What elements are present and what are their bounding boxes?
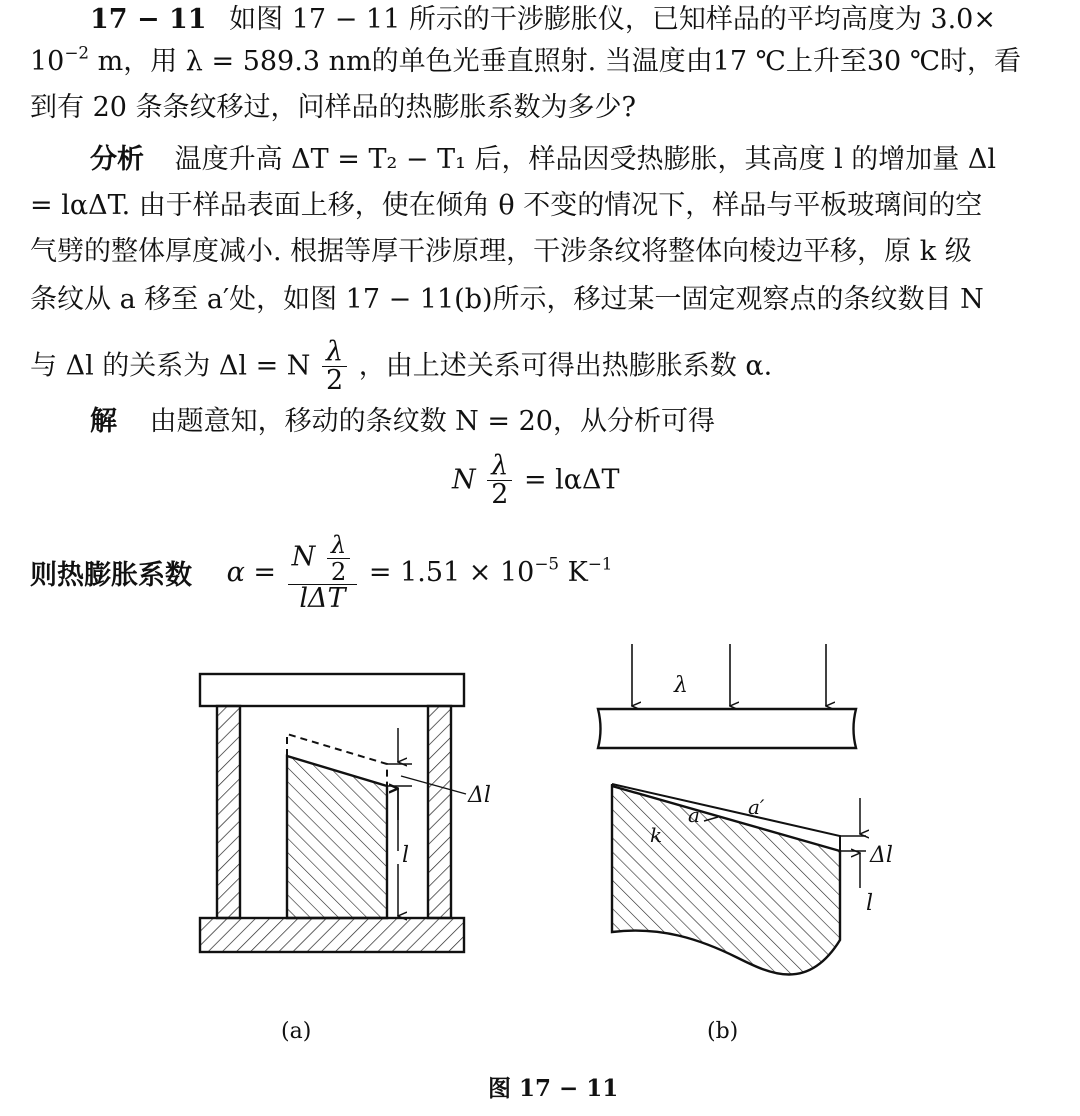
base-plate <box>200 918 464 952</box>
fraction-numerator: λ <box>327 532 350 559</box>
equation-1-left: N <box>452 464 476 496</box>
problem-line-3 <box>30 90 636 126</box>
problem-text-3: 到有 20 条条纹移过，问样品的热膨胀系数为多少? <box>30 92 636 123</box>
equation-2-result <box>368 553 613 589</box>
a-label: a <box>688 803 700 827</box>
equation-2 <box>30 532 612 613</box>
equation-2-numerator <box>288 532 358 585</box>
analysis-text-5b: ，由上述关系可得出热膨胀系数 α. <box>358 350 773 382</box>
solution-text-1: 由题意知，移动的条纹数 N = 20，从分析可得 <box>149 406 715 437</box>
solution-heading: 解 <box>90 406 117 437</box>
subcaption-a: (a) <box>281 1019 312 1044</box>
equation-2-label: 则热膨胀系数 <box>30 560 192 592</box>
analysis-line-4 <box>30 282 984 318</box>
equation-2-result-exponent: −5 <box>534 553 559 574</box>
equation-2-denominator: lΔT <box>299 583 346 614</box>
figure-caption: 图 17 − 11 <box>488 1075 619 1102</box>
analysis-line-1 <box>90 142 996 178</box>
fraction-denominator: 2 <box>326 365 344 397</box>
equation-1 <box>452 452 620 510</box>
problem-text-2a: 10 <box>30 46 65 77</box>
problem-text-2b: m，用 λ = 589.3 nm的单色光垂直照射. 当温度由17 ℃上升至30 ℃时，看 <box>89 46 1022 77</box>
top-plate <box>200 674 464 706</box>
equation-1-fraction <box>487 452 512 510</box>
fraction-numerator: λ <box>322 338 347 367</box>
analysis-text-4: 条纹从 a 移至 a′处，如图 17 − 11(b)所示，移过某一固定观察点的条纹数目 N <box>30 284 984 315</box>
equation-2-fraction <box>288 532 358 613</box>
fraction-denominator: 2 <box>491 479 509 511</box>
analysis-text-5a: 与 Δl 的关系为 Δl = N <box>30 350 311 382</box>
subcaption-b: (b) <box>707 1019 739 1044</box>
analysis-text-3: 气劈的整体厚度减小. 根据等厚干涉原理，干涉条纹将整体向棱边平移，原 k 级 <box>30 236 972 267</box>
figure-17-11 <box>0 636 1080 1116</box>
delta-l-label-a: Δl <box>468 783 491 808</box>
analysis-line-3 <box>30 234 972 270</box>
delta-l-label-b: Δl <box>870 843 893 868</box>
a-prime-label: a′ <box>748 795 765 819</box>
l-label-a: l <box>402 843 410 868</box>
problem-line-1 <box>90 2 996 38</box>
equation-1-right: = lαΔT <box>523 464 620 496</box>
diagram-a <box>200 674 466 952</box>
equation-2-alpha: α = <box>226 557 277 589</box>
sample <box>287 756 387 918</box>
fraction-denominator: 2 <box>330 556 347 586</box>
problem-exponent: −2 <box>64 42 90 63</box>
equation-2-result-value: = 1.51 × 10 <box>368 557 535 589</box>
diagram-b <box>598 644 866 975</box>
analysis-text-1: 温度升高 ΔT = T₂ − T₁ 后，样品因受热膨胀，其高度 l 的增加量 Δl <box>174 144 997 175</box>
glass-plate <box>598 709 856 748</box>
problem-line-2 <box>30 44 1021 80</box>
solution-line-1 <box>90 404 715 440</box>
problem-number: 17 − 11 <box>90 4 207 35</box>
equation-2-inner-fraction <box>327 532 350 584</box>
analysis-heading: 分析 <box>90 144 144 175</box>
lambda-label: λ <box>674 673 688 698</box>
problem-text-1: 如图 17 − 11 所示的干涉膨胀仪，已知样品的平均高度为 3.0× <box>229 4 996 35</box>
analysis-text-2: = lαΔT. 由于样品表面上移，使在倾角 θ 不变的情况下，样品与平板玻璃间的空 <box>30 190 983 221</box>
right-pillar <box>428 706 451 918</box>
analysis-line-5 <box>30 338 772 396</box>
analysis-line-2 <box>30 188 982 224</box>
equation-2-N: N <box>291 541 316 573</box>
k-label: k <box>650 823 663 847</box>
equation-2-unit-exponent: −1 <box>587 553 613 574</box>
fraction-numerator: λ <box>487 452 512 481</box>
sample-b <box>612 786 840 975</box>
equation-2-result-unit: K <box>559 557 588 589</box>
l-label-b: l <box>866 891 874 916</box>
lambda-over-2-fraction <box>322 338 347 396</box>
left-pillar <box>217 706 240 918</box>
